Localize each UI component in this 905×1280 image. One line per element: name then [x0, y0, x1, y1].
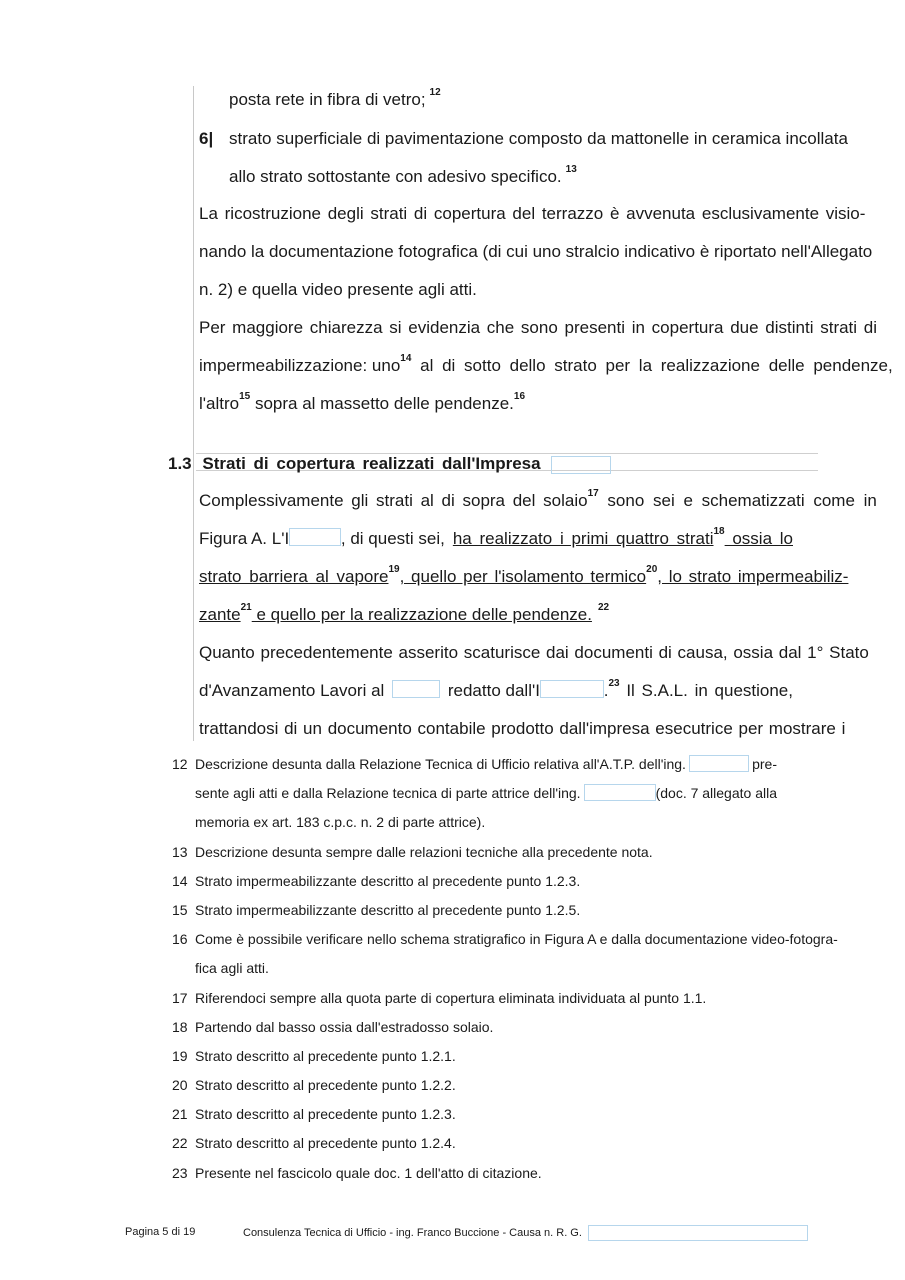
footnote-text: Come è possibile verificare nello schema stratigrafico in Figura A e dalla documentazione video-fotogra- [195, 931, 838, 947]
footnote-ref[interactable]: 17 [587, 488, 599, 499]
footnote-line [195, 784, 780, 802]
redacted-field [588, 1225, 808, 1241]
footnote-text: Strato descritto al precedente punto 1.2.4. [195, 1135, 456, 1151]
body-line [199, 642, 869, 664]
footnote-number: 22 [172, 1135, 188, 1151]
redacted-field [551, 456, 611, 474]
footnote-number: 20 [172, 1077, 188, 1093]
body-line [199, 528, 797, 550]
footnote-text: Strato impermeabilizzante descritto al precedente punto 1.2.3. [195, 873, 581, 889]
footnote-number: 18 [172, 1019, 188, 1035]
body-text: al di sotto dello strato per la realizzazione delle pendenze, [411, 356, 893, 375]
body-text: trattandosi di un documento contabile prodotto dall'impresa esecutrice per mostrare i [199, 719, 846, 738]
footnote-line [195, 1164, 780, 1182]
body-line [199, 488, 877, 512]
body-text: n. 2) e quella video presente agli atti. [199, 280, 477, 299]
body-line [199, 353, 893, 377]
footnote-ref[interactable]: 23 [608, 678, 620, 689]
body-text: sono sei e schematizzati come in [598, 491, 877, 510]
body-text: Figura A. L'I [199, 529, 290, 548]
body-line [229, 166, 797, 188]
body-text: redatto dall'I [447, 681, 540, 700]
body-text: Quanto precedentemente asserito scaturisce dai documenti di causa, ossia dal 1° Stato [199, 643, 869, 662]
body-line [199, 203, 866, 225]
body-text: posta rete in fibra di vetro; [229, 90, 426, 109]
footnote-line [195, 813, 780, 831]
body-text: zante [199, 605, 241, 624]
footnote-line [195, 1134, 780, 1152]
body-text: Per maggiore chiarezza si evidenzia che sono presenti in copertura due distinti strati di [199, 318, 878, 337]
footnote-line [195, 1018, 780, 1036]
body-line [199, 680, 797, 702]
footnote-line [195, 1105, 780, 1123]
footnote-text: (doc. 7 allegato alla [655, 785, 777, 801]
body-text: nando la documentazione fotografica (di cui uno stralcio indicativo è riportato nell'Allegato [199, 242, 873, 261]
footnote-ref[interactable]: 20 [646, 564, 658, 575]
footnote-ref[interactable]: 21 [240, 602, 252, 613]
body-line [199, 564, 849, 588]
body-line [199, 279, 797, 301]
body-text: e quello per la realizzazione delle pendenze. [251, 605, 592, 624]
body-text: La ricostruzione degli strati di copertura del terrazzo è avvenuta esclusivamente visio- [199, 204, 866, 223]
body-text: , lo strato impermeabiliz- [657, 567, 849, 586]
footnote-text: Descrizione desunta dalla Relazione Tecnica di Ufficio relativa all'A.T.P. dell'ing. [195, 756, 686, 772]
footnote-text: Strato descritto al precedente punto 1.2.2. [195, 1077, 456, 1093]
body-text: . [603, 681, 609, 700]
body-text: strato superficiale di pavimentazione composto da mattonelle in ceramica incollata [229, 129, 848, 148]
footnote-number: 14 [172, 873, 188, 889]
redacted-field [392, 680, 440, 698]
body-text: , di questi sei, [340, 529, 445, 548]
footnote-text: Strato descritto al precedente punto 1.2.1. [195, 1048, 456, 1064]
footnote-number: 13 [172, 844, 188, 860]
footer-caption: Consulenza Tecnica di Ufficio - ing. Franco Buccione - Causa n. R. G. [243, 1226, 582, 1239]
footnote-text: Strato descritto al precedente punto 1.2.3. [195, 1106, 456, 1122]
footnote-line [195, 989, 780, 1007]
list-number: 6| [199, 129, 214, 148]
footnote-text: Presente nel fascicolo quale doc. 1 dell'atto di citazione. [195, 1165, 542, 1181]
section-heading [168, 453, 611, 475]
body-text: , quello per l'isolamento termico [399, 567, 647, 586]
footnote-text: Riferendoci sempre alla quota parte di copertura eliminata individuata al punto 1.1. [195, 990, 707, 1006]
footnote-number: 15 [172, 902, 188, 918]
footnote-text: pre- [752, 756, 777, 772]
footnote-line [195, 959, 780, 977]
body-line [199, 718, 846, 740]
footnote-ref[interactable]: 19 [388, 564, 400, 575]
footnote-text: fica agli atti. [195, 960, 269, 976]
footnote-line [195, 1047, 780, 1065]
body-line [229, 89, 797, 111]
body-text: ossia lo [724, 529, 793, 548]
body-text: ha realizzato i primi quattro strati [452, 529, 714, 548]
section-title: Strati di copertura realizzati dall'Impresa [202, 454, 541, 473]
footnote-line [195, 901, 780, 919]
footnote-ref[interactable]: 18 [713, 526, 725, 537]
footnote-line [195, 843, 780, 861]
footnote-number: 17 [172, 990, 188, 1006]
footnote-number: 23 [172, 1165, 188, 1181]
footnote-line [195, 755, 780, 773]
body-line [199, 317, 878, 339]
body-text: l'altro [199, 394, 240, 413]
body-text: allo strato sottostante con adesivo specifico. [229, 167, 562, 186]
body-text: Il S.A.L. in questione, [619, 681, 793, 700]
footnote-ref[interactable]: 14 [400, 353, 412, 364]
footnote-number: 12 [172, 756, 188, 772]
section-number: 1.3 [168, 454, 192, 473]
redacted-field [689, 755, 749, 772]
footnote-line [195, 930, 838, 948]
footnote-text: Partendo dal basso ossia dall'estradosso solaio. [195, 1019, 494, 1035]
body-text: sopra al massetto delle pendenze. [250, 394, 514, 413]
footnote-line [195, 1076, 780, 1094]
footnote-text: memoria ex art. 183 c.p.c. n. 2 di parte attrice). [195, 814, 486, 830]
footnote-ref[interactable]: 12 [429, 87, 441, 98]
redacted-field [540, 680, 604, 698]
footnote-text: Descrizione desunta sempre dalle relazioni tecniche alla precedente nota. [195, 844, 653, 860]
footnote-line [195, 872, 780, 890]
body-line [229, 128, 848, 150]
footnote-ref[interactable]: 13 [565, 164, 577, 175]
footnote-number: 21 [172, 1106, 188, 1122]
body-line [199, 604, 797, 626]
redacted-field [584, 784, 656, 801]
footer-text [243, 1225, 808, 1241]
body-line [199, 241, 873, 263]
footnote-ref[interactable]: 16 [513, 391, 526, 402]
footnote-ref[interactable]: 22 [597, 602, 610, 613]
footnote-text: Strato impermeabilizzante descritto al precedente punto 1.2.5. [195, 902, 581, 918]
redacted-field [289, 528, 341, 546]
footnote-number: 16 [172, 931, 188, 947]
body-text: d'Avanzamento Lavori al [199, 681, 385, 700]
body-line [199, 393, 797, 415]
body-text: strato barriera al vapore [199, 567, 389, 586]
page-number: Pagina 5 di 19 [125, 1226, 196, 1238]
footnote-text: sente agli atti e dalla Relazione tecnica di parte attrice dell'ing. [195, 785, 581, 801]
footnote-ref[interactable]: 15 [239, 391, 251, 402]
margin-rule [193, 86, 194, 741]
body-text: Complessivamente gli strati al di sopra del solaio [199, 491, 588, 510]
footnote-number: 19 [172, 1048, 188, 1064]
body-text: impermeabilizzazione: uno [199, 356, 401, 375]
